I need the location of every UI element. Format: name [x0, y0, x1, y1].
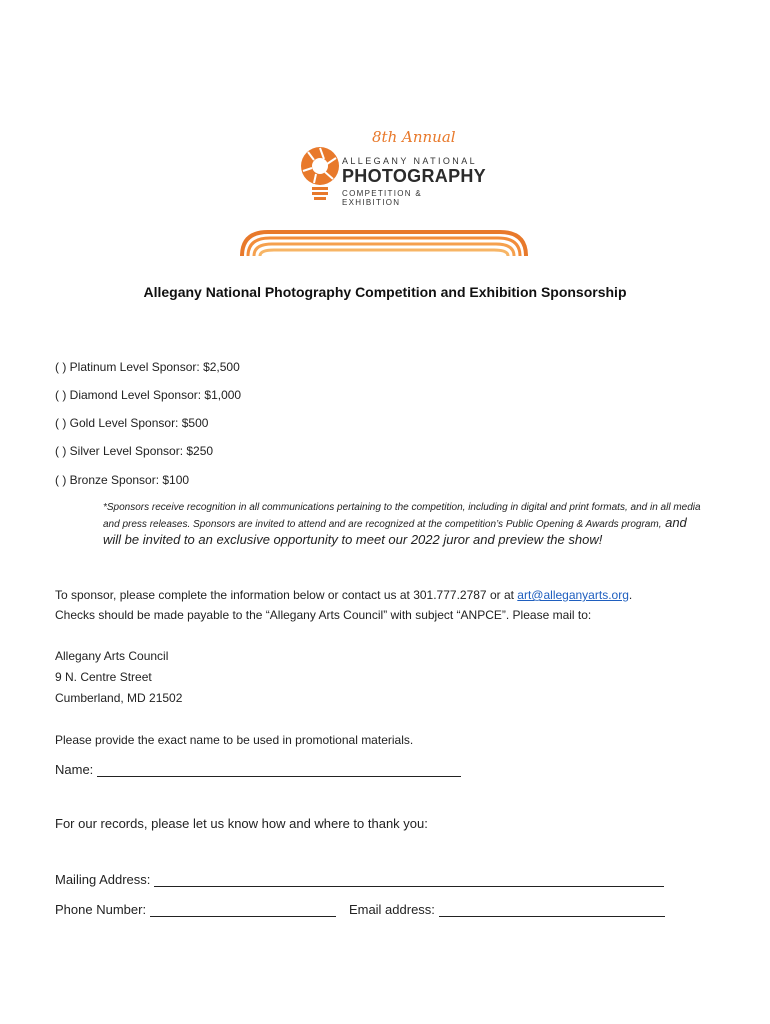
email-address-field[interactable]	[439, 904, 665, 917]
sponsor-level-gold: ( ) Gold Level Sponsor: $500	[55, 416, 209, 430]
logo-annual: 8th Annual	[372, 128, 456, 146]
name-label: Name:	[55, 762, 94, 777]
sponsor-note-big: and will be invited to an exclusive opportunity to meet our 2022 juror and preview the show!	[103, 515, 687, 547]
logo-line1: ALLEGANY NATIONAL	[342, 156, 478, 166]
address-line-1: Allegany Arts Council	[55, 649, 169, 663]
promo-instructions: Please provide the exact name to be used in promotional materials.	[55, 733, 414, 747]
name-row	[55, 762, 461, 777]
phone-email-row	[55, 902, 665, 917]
contact-suffix: .	[628, 588, 633, 602]
sponsor-level-platinum: ( ) Platinum Level Sponsor: $2,500	[55, 360, 240, 374]
page-title: Allegany National Photography Competition and Exhibition Sponsorship	[143, 284, 627, 300]
sponsor-level-diamond: ( ) Diamond Level Sponsor: $1,000	[55, 388, 242, 402]
address-line-3: Cumberland, MD 21502	[55, 691, 183, 705]
contact-email-link[interactable]: art@alleganyarts.org	[517, 588, 629, 602]
sponsor-level-bronze: ( ) Bronze Sponsor: $100	[55, 473, 190, 487]
name-field[interactable]	[97, 764, 461, 777]
address-line-2: 9 N. Centre Street	[55, 670, 152, 684]
records-instructions: For our records, please let us know how and where to thank you:	[55, 816, 428, 831]
mailing-row	[55, 872, 664, 887]
competition-logo	[300, 128, 486, 207]
mailing-address-field[interactable]	[154, 874, 664, 887]
logo-line2: PHOTOGRAPHY	[342, 166, 486, 186]
phone-label: Phone Number:	[55, 902, 147, 917]
phone-number-field[interactable]	[150, 904, 336, 917]
mailing-label: Mailing Address:	[55, 872, 151, 887]
aperture-bulb-icon	[300, 146, 340, 206]
sponsor-level-silver: ( ) Silver Level Sponsor: $250	[55, 444, 214, 458]
logo-line3: COMPETITION & EXHIBITION	[342, 189, 423, 207]
checks-line: Checks should be made payable to the “Allegany Arts Council” with subject “ANPCE”. Please mail to:	[55, 608, 592, 622]
orange-banner-divider	[238, 228, 530, 258]
sponsor-note-small: *Sponsors receive recognition in all communications pertaining to the competition, including in digital and print formats, and in all media and press releases. Sponsors are invited to attend and are recognized at the competition’s Public Opening & Awards program,	[103, 502, 701, 530]
contact-prefix: To sponsor, please complete the information below or contact us at 301.777.2787 or at	[55, 588, 518, 602]
email-label: Email address:	[348, 902, 435, 917]
sponsor-note	[103, 500, 703, 549]
contact-line	[55, 588, 632, 602]
